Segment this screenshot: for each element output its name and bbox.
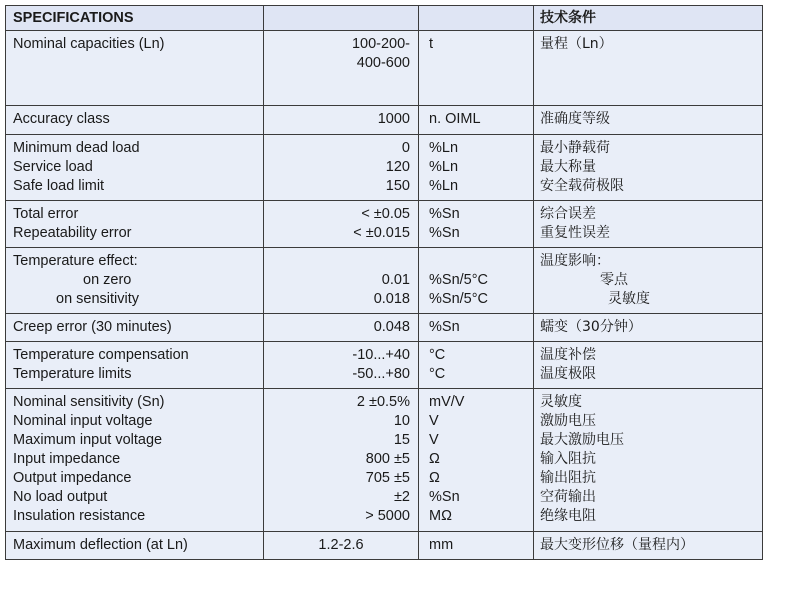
param-label: Repeatability error <box>13 225 132 241</box>
param-value: 0.01 <box>381 272 410 288</box>
param-unit: %Ln <box>429 178 459 194</box>
param-unit: Ω <box>429 451 440 467</box>
param-label: Temperature effect: <box>13 253 138 269</box>
param-chinese: 零点 <box>600 272 628 288</box>
param-label: No load output <box>13 489 108 505</box>
param-value: 1.2-2.6 <box>318 537 364 553</box>
param-chinese: 温度极限 <box>540 366 596 382</box>
param-unit: mV/V <box>429 394 465 410</box>
param-value: 0.048 <box>373 319 410 335</box>
param-label: Safe load limit <box>13 178 105 194</box>
param-value: < ±0.015 <box>353 225 410 241</box>
param-chinese: 最大称量 <box>540 159 596 175</box>
specifications-table <box>5 5 763 560</box>
param-value: 150 <box>385 178 410 194</box>
param-chinese: 空荷输出 <box>540 489 596 505</box>
param-unit: %Sn/5°C <box>429 291 488 307</box>
param-label: Output impedance <box>13 470 132 486</box>
param-value: 705 ±5 <box>365 470 410 486</box>
param-value: 2 ±0.5% <box>356 394 410 410</box>
param-value: 120 <box>385 159 410 175</box>
param-chinese: 量程（Ln） <box>540 36 613 52</box>
param-unit: °C <box>429 347 446 363</box>
table-row <box>6 532 763 560</box>
param-unit: V <box>429 413 439 429</box>
param-value: 400-600 <box>356 55 410 71</box>
param-label: Total error <box>13 206 79 222</box>
param-chinese: 绝缘电阻 <box>540 508 596 524</box>
param-chinese: 输出阻抗 <box>540 470 596 486</box>
table-row <box>6 31 763 106</box>
param-unit: mm <box>429 537 454 553</box>
param-value: 15 <box>393 432 410 448</box>
param-unit: %Sn <box>429 206 460 222</box>
spec-table-container <box>5 5 762 560</box>
param-unit: %Sn <box>429 489 460 505</box>
table-row <box>6 342 763 389</box>
param-label: Insulation resistance <box>13 508 146 524</box>
table-row <box>6 135 763 201</box>
param-chinese: 灵敏度 <box>540 394 582 410</box>
table-row <box>6 389 763 532</box>
header-unit-blank <box>419 6 534 31</box>
param-label: Accuracy class <box>13 111 110 127</box>
param-chinese: 温度影响： <box>540 253 610 269</box>
param-value: 10 <box>393 413 410 429</box>
param-unit: °C <box>429 366 446 382</box>
param-label: on sensitivity <box>56 291 140 307</box>
param-label: Service load <box>13 159 93 175</box>
param-label: Temperature limits <box>13 366 132 382</box>
param-unit: %Sn <box>429 319 460 335</box>
header-specifications: SPECIFICATIONS <box>6 6 264 31</box>
param-value: 0.018 <box>373 291 410 307</box>
param-value: 800 ±5 <box>365 451 410 467</box>
param-label: Minimum dead load <box>13 140 140 156</box>
param-value: -10...+40 <box>352 347 410 363</box>
table-row <box>6 201 763 248</box>
param-chinese: 温度补偿 <box>540 347 596 363</box>
header-chinese: 技术条件 <box>534 6 763 31</box>
param-chinese: 准确度等级 <box>540 111 610 127</box>
param-label: Nominal input voltage <box>13 413 153 429</box>
param-value: 1000 <box>377 111 410 127</box>
param-unit: %Sn <box>429 225 460 241</box>
param-unit: n. OIML <box>429 111 481 127</box>
param-unit: V <box>429 432 439 448</box>
table-row <box>6 248 763 314</box>
param-chinese: 安全载荷极限 <box>540 178 624 194</box>
param-chinese: 最大变形位移（量程内） <box>540 537 694 553</box>
param-unit: t <box>429 36 434 52</box>
param-unit: Ω <box>429 470 440 486</box>
param-label: Maximum deflection (at Ln) <box>13 537 188 553</box>
param-label: Maximum input voltage <box>13 432 163 448</box>
param-value: 100-200- <box>351 36 410 52</box>
header-value-blank <box>264 6 419 31</box>
param-unit: %Ln <box>429 159 459 175</box>
param-chinese: 灵敏度 <box>608 291 650 307</box>
param-chinese: 综合误差 <box>540 206 596 222</box>
param-value: 0 <box>401 140 410 156</box>
param-value: > 5000 <box>365 508 410 524</box>
param-value: < ±0.05 <box>361 206 410 222</box>
param-unit: MΩ <box>429 508 452 524</box>
param-label: Creep error (30 minutes) <box>13 319 172 335</box>
param-label: Nominal sensitivity (Sn) <box>13 394 165 410</box>
param-chinese: 激励电压 <box>540 413 596 429</box>
param-chinese: 输入阻抗 <box>540 451 596 467</box>
param-chinese: 蠕变（30分钟） <box>540 319 642 335</box>
param-unit: %Sn/5°C <box>429 272 488 288</box>
param-label: on zero <box>83 272 132 288</box>
param-label: Input impedance <box>13 451 121 467</box>
param-value: -50...+80 <box>352 366 410 382</box>
param-label: Nominal capacities (Ln) <box>13 36 165 52</box>
table-header-row <box>6 6 763 31</box>
param-unit: %Ln <box>429 140 459 156</box>
param-value <box>264 252 410 271</box>
param-unit <box>429 252 533 271</box>
param-value: ±2 <box>393 489 410 505</box>
table-row <box>6 106 763 135</box>
table-row <box>6 314 763 342</box>
param-chinese: 最大激励电压 <box>540 432 624 448</box>
param-chinese: 重复性误差 <box>540 225 610 241</box>
param-chinese: 最小静载荷 <box>540 140 610 156</box>
param-label: Temperature compensation <box>13 347 189 363</box>
